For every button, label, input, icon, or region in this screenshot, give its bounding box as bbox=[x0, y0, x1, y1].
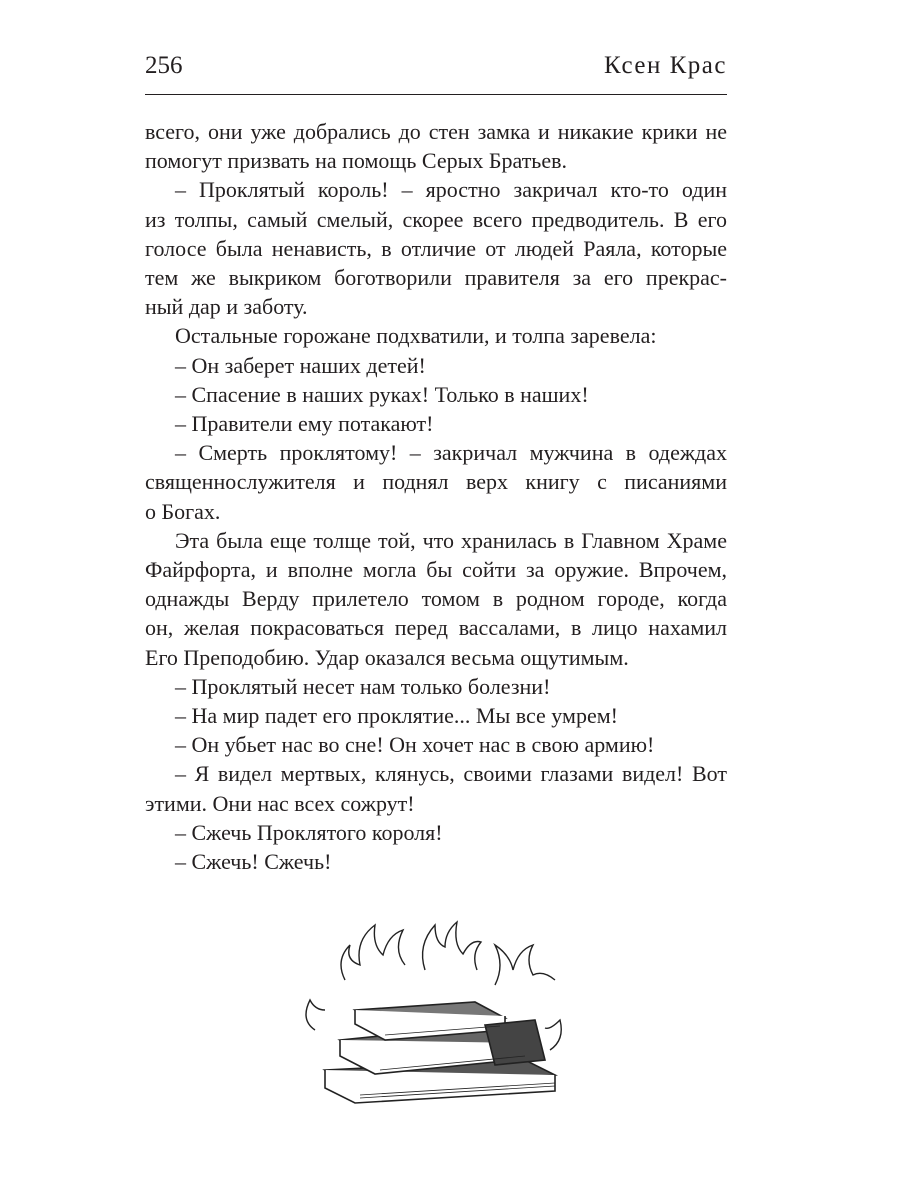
text-line: – Правители ему потакают! bbox=[175, 411, 434, 437]
text-line: ный дар и заботу. bbox=[145, 294, 308, 320]
text-line: – Смерть проклятому! – закричал мужчина в одеждах bbox=[175, 440, 727, 466]
text-line: – Он заберет наших детей! bbox=[175, 352, 426, 378]
text-line: из толпы, самый смелый, скорее всего предводитель. В его bbox=[145, 206, 727, 232]
text-line: – На мир падет его проклятие... Мы все умрем! bbox=[175, 703, 618, 729]
text-line: – Спасение в наших руках! Только в наших! bbox=[175, 381, 589, 407]
text-line: – Проклятый король! – яростно закричал кто-то один bbox=[175, 177, 727, 203]
text-line: – Сжечь Проклятого короля! bbox=[175, 819, 443, 845]
text-line: – Я видел мертвых, клянусь, своими глазами видел! Вот bbox=[175, 761, 727, 787]
text-line: голосе была ненависть, в отличие от людей Раяла, которые bbox=[145, 235, 727, 261]
running-head-author: Ксен Крас bbox=[603, 52, 727, 79]
text-line: Эта была еще толще той, что хранилась в Главном Храме bbox=[175, 527, 727, 553]
page-number: 256 bbox=[145, 52, 183, 79]
text-line: о Богах. bbox=[145, 498, 221, 524]
text-line: Файрфорта, и вполне могла бы сойти за оружие. Впрочем, bbox=[145, 557, 727, 583]
text-line: тем же выкриком боготворили правителя за его прекрас- bbox=[145, 265, 727, 291]
text-line: Остальные горожане подхватили, и толпа заревела: bbox=[175, 323, 657, 349]
text-line: этими. Они нас всех сожрут! bbox=[145, 790, 415, 816]
text-line: – Он убьет нас во сне! Он хочет нас в свою армию! bbox=[175, 732, 655, 758]
body-text bbox=[145, 117, 727, 876]
text-line: однажды Верду прилетело томом в родном городе, когда bbox=[145, 586, 727, 612]
text-line: помогут призвать на помощь Серых Братьев. bbox=[145, 148, 567, 174]
text-line: – Сжечь! Сжечь! bbox=[175, 849, 332, 875]
text-line: он, желая покрасоваться перед вассалами, в лицо нахамил bbox=[145, 615, 727, 641]
text-line: всего, они уже добрались до стен замка и никакие крики не bbox=[145, 119, 727, 144]
text-line: священнослужителя и поднял верх книгу с писаниями bbox=[145, 469, 727, 495]
text-line: Его Преподобию. Удар оказался весьма ощутимым. bbox=[145, 644, 629, 670]
text-line: – Проклятый несет нам только болезни! bbox=[175, 673, 551, 699]
burning-books-illustration bbox=[285, 910, 595, 1115]
header-rule bbox=[145, 94, 727, 95]
